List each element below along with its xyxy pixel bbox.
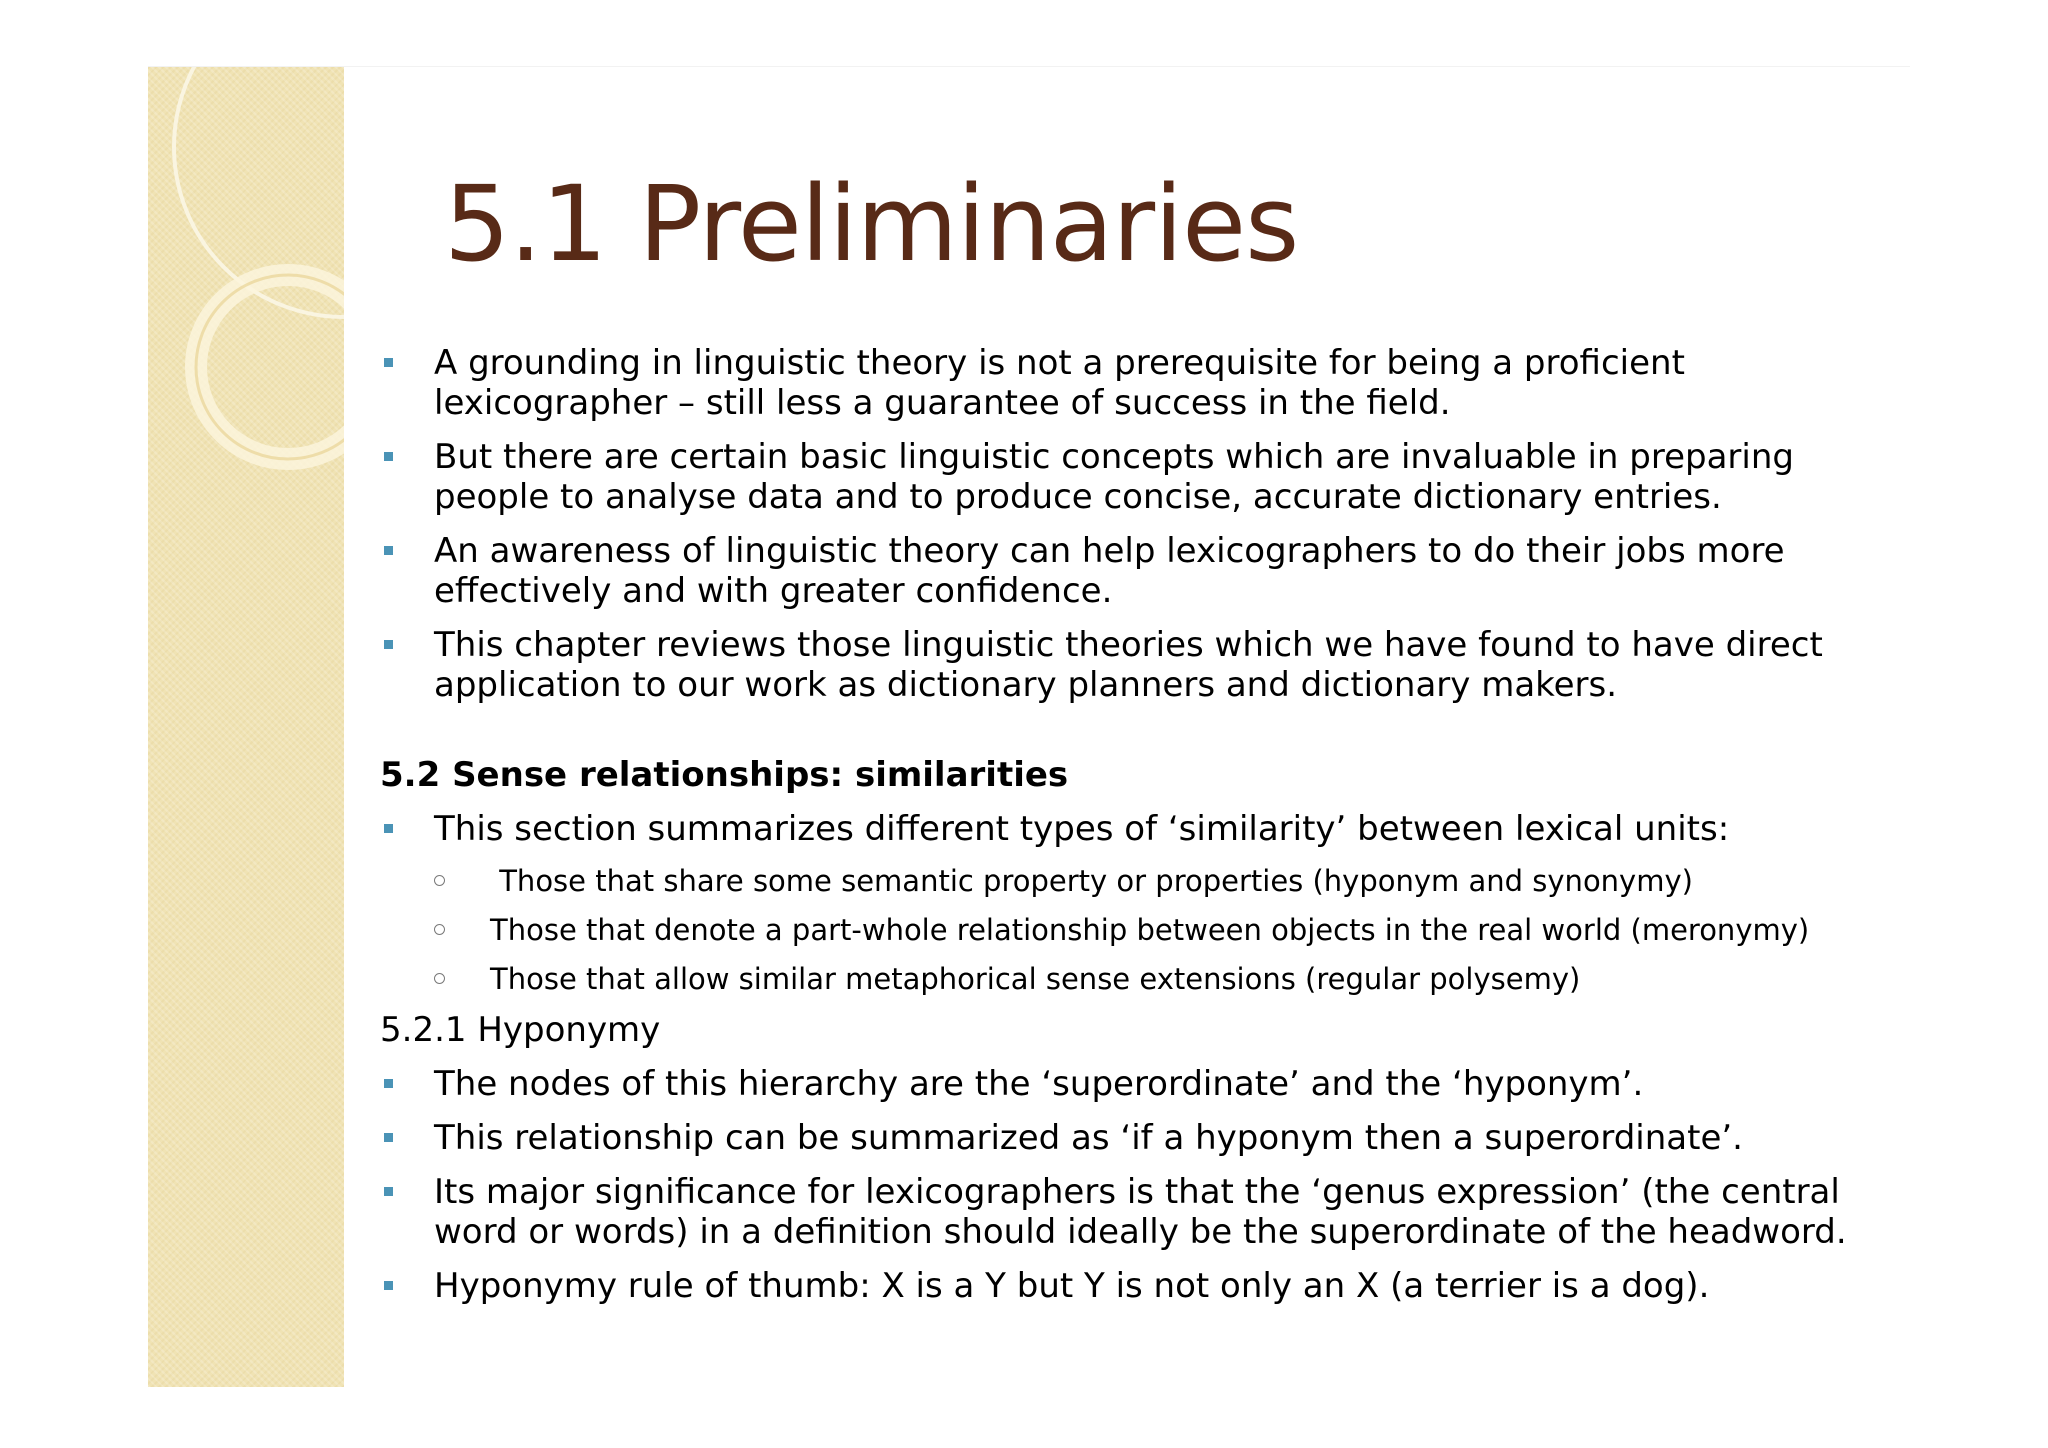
bullet-line: But there are certain basic linguistic concepts which are invaluable in preparing: [434, 437, 1794, 477]
bullet-line: people to analyse data and to produce concise, accurate dictionary entries.: [434, 477, 1722, 517]
bullet-line: The nodes of this hierarchy are the ‘superordinate’ and the ‘hyponym’.: [434, 1064, 1644, 1104]
bullet-line: lexicographer – still less a guarantee of success in the field.: [434, 383, 1451, 423]
sub-list-item: [434, 863, 1880, 899]
bullet-line: An awareness of linguistic theory can help lexicographers to do their jobs more: [434, 531, 1785, 571]
decorative-sidebar: [148, 67, 344, 1387]
list-item: [380, 343, 1880, 423]
sub-bullet-text: Those that denote a part-whole relationship between objects in the real world (meronymy): [490, 913, 1810, 947]
section-heading-sense-relationships: 5.2 Sense relationships: similarities: [380, 755, 1069, 795]
bullet-line: word or words) in a definition should ideally be the superordinate of the headword.: [434, 1212, 1847, 1252]
bullet-list-preliminaries: [380, 343, 1880, 705]
slide-title: 5.1 Preliminaries: [444, 163, 1299, 285]
bullet-line: This section summarizes different types of ‘similarity’ between lexical units:: [434, 809, 1730, 849]
square-bullet-icon: [384, 546, 393, 555]
list-item: [380, 625, 1880, 705]
square-bullet-icon: [384, 824, 393, 833]
list-item: [380, 809, 1880, 849]
bullet-line: effectively and with greater confidence.: [434, 571, 1113, 611]
list-item: [380, 437, 1880, 517]
square-bullet-icon: [384, 1133, 393, 1142]
hollow-circle-bullet-icon: [434, 924, 445, 935]
sub-list-item: [434, 961, 1880, 997]
list-item: [380, 1064, 1880, 1104]
hollow-circle-bullet-icon: [434, 973, 445, 984]
slide-content: [380, 343, 1880, 1320]
bullet-line: This relationship can be summarized as ‘if a hyponym then a superordinate’.: [434, 1118, 1743, 1158]
decorative-rings-icon: [148, 67, 344, 1387]
bullet-line: Its major significance for lexicographers is that the ‘genus expression’ (the central: [434, 1172, 1840, 1212]
square-bullet-icon: [384, 640, 393, 649]
list-item: [380, 1266, 1880, 1306]
list-item: [380, 1172, 1880, 1252]
square-bullet-icon: [384, 358, 393, 367]
square-bullet-icon: [384, 1187, 393, 1196]
sub-bullet-list: [380, 863, 1880, 997]
slide: [148, 66, 1910, 1387]
sub-list-item: [434, 912, 1880, 948]
subsection-heading-hyponymy: 5.2.1 Hyponymy: [380, 1010, 661, 1050]
square-bullet-icon: [384, 1281, 393, 1290]
bullet-line: Hyponymy rule of thumb: X is a Y but Y is not only an X (a terrier is a dog).: [434, 1266, 1710, 1306]
bullet-line: This chapter reviews those linguistic theories which we have found to have direct: [434, 625, 1823, 665]
sub-bullet-text: Those that allow similar metaphorical sense extensions (regular polysemy): [490, 962, 1581, 996]
square-bullet-icon: [384, 1079, 393, 1088]
sub-bullet-text: Those that share some semantic property or properties (hyponym and synonymy): [490, 864, 1693, 898]
square-bullet-icon: [384, 452, 393, 461]
hollow-circle-bullet-icon: [434, 875, 445, 886]
list-item: [380, 1118, 1880, 1158]
bullet-list-similarities: [380, 809, 1880, 849]
list-item: [380, 531, 1880, 611]
bullet-line: application to our work as dictionary planners and dictionary makers.: [434, 665, 1618, 705]
bullet-line: A grounding in linguistic theory is not a prerequisite for being a proficient: [434, 343, 1685, 383]
bullet-list-hyponymy: [380, 1064, 1880, 1306]
